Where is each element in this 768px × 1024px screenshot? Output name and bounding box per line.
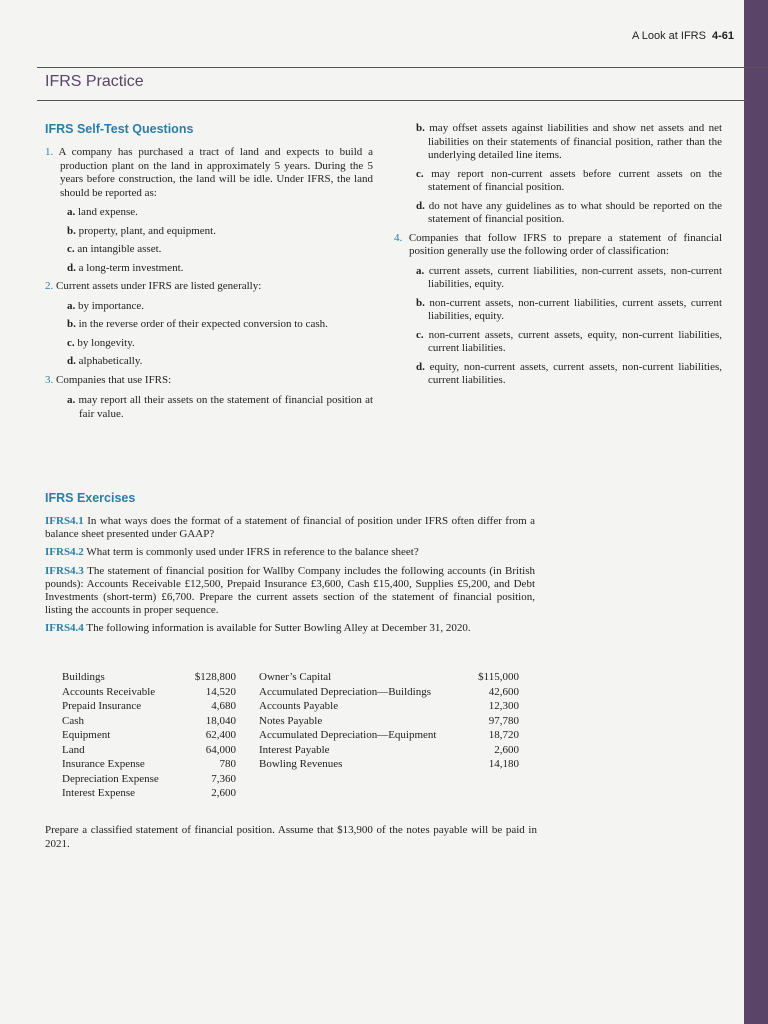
question-2-option-a: a. by importance. xyxy=(67,299,144,312)
question-2: 2. Current assets under IFRS are listed generally: xyxy=(45,280,262,292)
question-1: 1. A company has purchased a tract of land and expects to build a production plant on the land in approximately 5 years. During the 5 years before construction, the land will be idle. Under IFRS, the land should be reported as: xyxy=(45,146,373,199)
account-row: Accounts Receivable 14,520 xyxy=(62,685,236,698)
account-row: Accumulated Depreciation—Equipment 18,720 xyxy=(259,729,519,741)
section-rule xyxy=(37,100,748,101)
question-1-option-c: c. an intangible asset. xyxy=(67,243,162,255)
account-row: Insurance Expense 780 xyxy=(62,758,236,770)
account-row: Buildings $128,800 xyxy=(62,671,236,683)
accounts-right-list xyxy=(259,670,519,772)
account-row: Notes Payable 97,780 xyxy=(259,714,519,727)
exercise-item: IFRS4.4 The following information is available for Sutter Bowling Alley at December 31, 2020. xyxy=(45,622,471,635)
question-3-option-a: a. may report all their assets on the statement of financial position at fair value. xyxy=(67,394,374,420)
running-header xyxy=(632,30,734,42)
question-4-option-a: a. current assets, current liabilities, non-current assets, non-current liabilities, equity. xyxy=(416,264,723,290)
question-3-option-c: c. may report non-current assets before current assets on the statement of financial position. xyxy=(416,167,723,193)
questions-left-column xyxy=(45,146,373,426)
exercise-item: IFRS4.2 What term is commonly used under IFRS in reference to the balance sheet? xyxy=(45,546,419,559)
account-row: Equipment 62,400 xyxy=(62,729,236,741)
account-row: Interest Expense 2,600 xyxy=(62,787,236,799)
question-3: 3. Companies that use IFRS: xyxy=(45,373,172,386)
account-row: Accounts Payable 12,300 xyxy=(259,700,519,712)
question-4-option-c: c. non-current assets, current assets, equity, non-current liabilities, current liabilities. xyxy=(416,328,723,354)
question-4: 4. Companies that follow IFRS to prepare a statement of financial position generally use the following order of classification: xyxy=(394,231,722,257)
accounts-left-list xyxy=(62,670,236,801)
page-number: 4-61 xyxy=(711,30,734,42)
question-4-option-d: d. equity, non-current assets, current assets, non-current liabilities, current liabilities. xyxy=(416,360,723,386)
exercises-list xyxy=(45,515,535,641)
header-rule xyxy=(37,67,768,68)
account-row: Depreciation Expense 7,360 xyxy=(62,772,236,785)
question-3-option-d: d. do not have any guidelines as to what should be reported on the statement of financial position. xyxy=(416,199,723,225)
question-1-option-a: a. land expense. xyxy=(67,206,138,218)
question-1-option-b: b. property, plant, and equipment. xyxy=(67,224,216,237)
section-title: IFRS Practice xyxy=(45,73,144,90)
question-3-option-b: b. may offset assets against liabilities and show net assets and net liabilities on their statements of financial position, rather than the underlying detailed line items. xyxy=(416,122,723,161)
exercise-item: IFRS4.3 The statement of financial position for Wallby Company includes the following accounts (in British pounds): Accounts Receivable £12,500, Prepaid Insurance £3,600, Cash £15,400, Supplies £5,200, and Debt Investments (short-term) £6,700. Prepare the current assets section of the statement of financial position, listing the accounts in proper sequence. xyxy=(45,564,535,617)
account-row: Land 64,000 xyxy=(62,743,236,756)
side-color-bar xyxy=(744,0,768,1024)
exercises-title: IFRS Exercises xyxy=(45,491,136,505)
question-2-option-c: c. by longevity. xyxy=(67,336,135,349)
question-4-option-b: b. non-current assets, non-current liabilities, current assets, current liabilities, equity. xyxy=(416,296,722,322)
question-2-option-d: d. alphabetically. xyxy=(67,355,143,367)
question-2-option-b: b. in the reverse order of their expected conversion to cash. xyxy=(67,318,328,330)
account-row: Bowling Revenues 14,180 xyxy=(259,758,519,770)
self-test-title: IFRS Self-Test Questions xyxy=(45,122,194,136)
closing-instruction: Prepare a classified statement of financial position. Assume that $13,900 of the notes payable will be paid in 2021. xyxy=(45,824,537,850)
account-row: Cash 18,040 xyxy=(62,714,236,727)
running-title: A Look at IFRS xyxy=(631,30,706,42)
question-1-option-d: d. a long-term investment. xyxy=(67,261,184,274)
account-row: Interest Payable 2,600 xyxy=(259,743,519,756)
exercise-item: IFRS4.1 In what ways does the format of a statement of financial of position under IFRS often differ from a balance sheet presented under GAAP? xyxy=(45,515,535,541)
account-row: Prepaid Insurance 4,680 xyxy=(62,700,236,712)
questions-right-column xyxy=(394,122,722,393)
account-row: Owner’s Capital $115,000 xyxy=(259,671,519,683)
account-row: Accumulated Depreciation—Buildings 42,600 xyxy=(259,685,519,698)
